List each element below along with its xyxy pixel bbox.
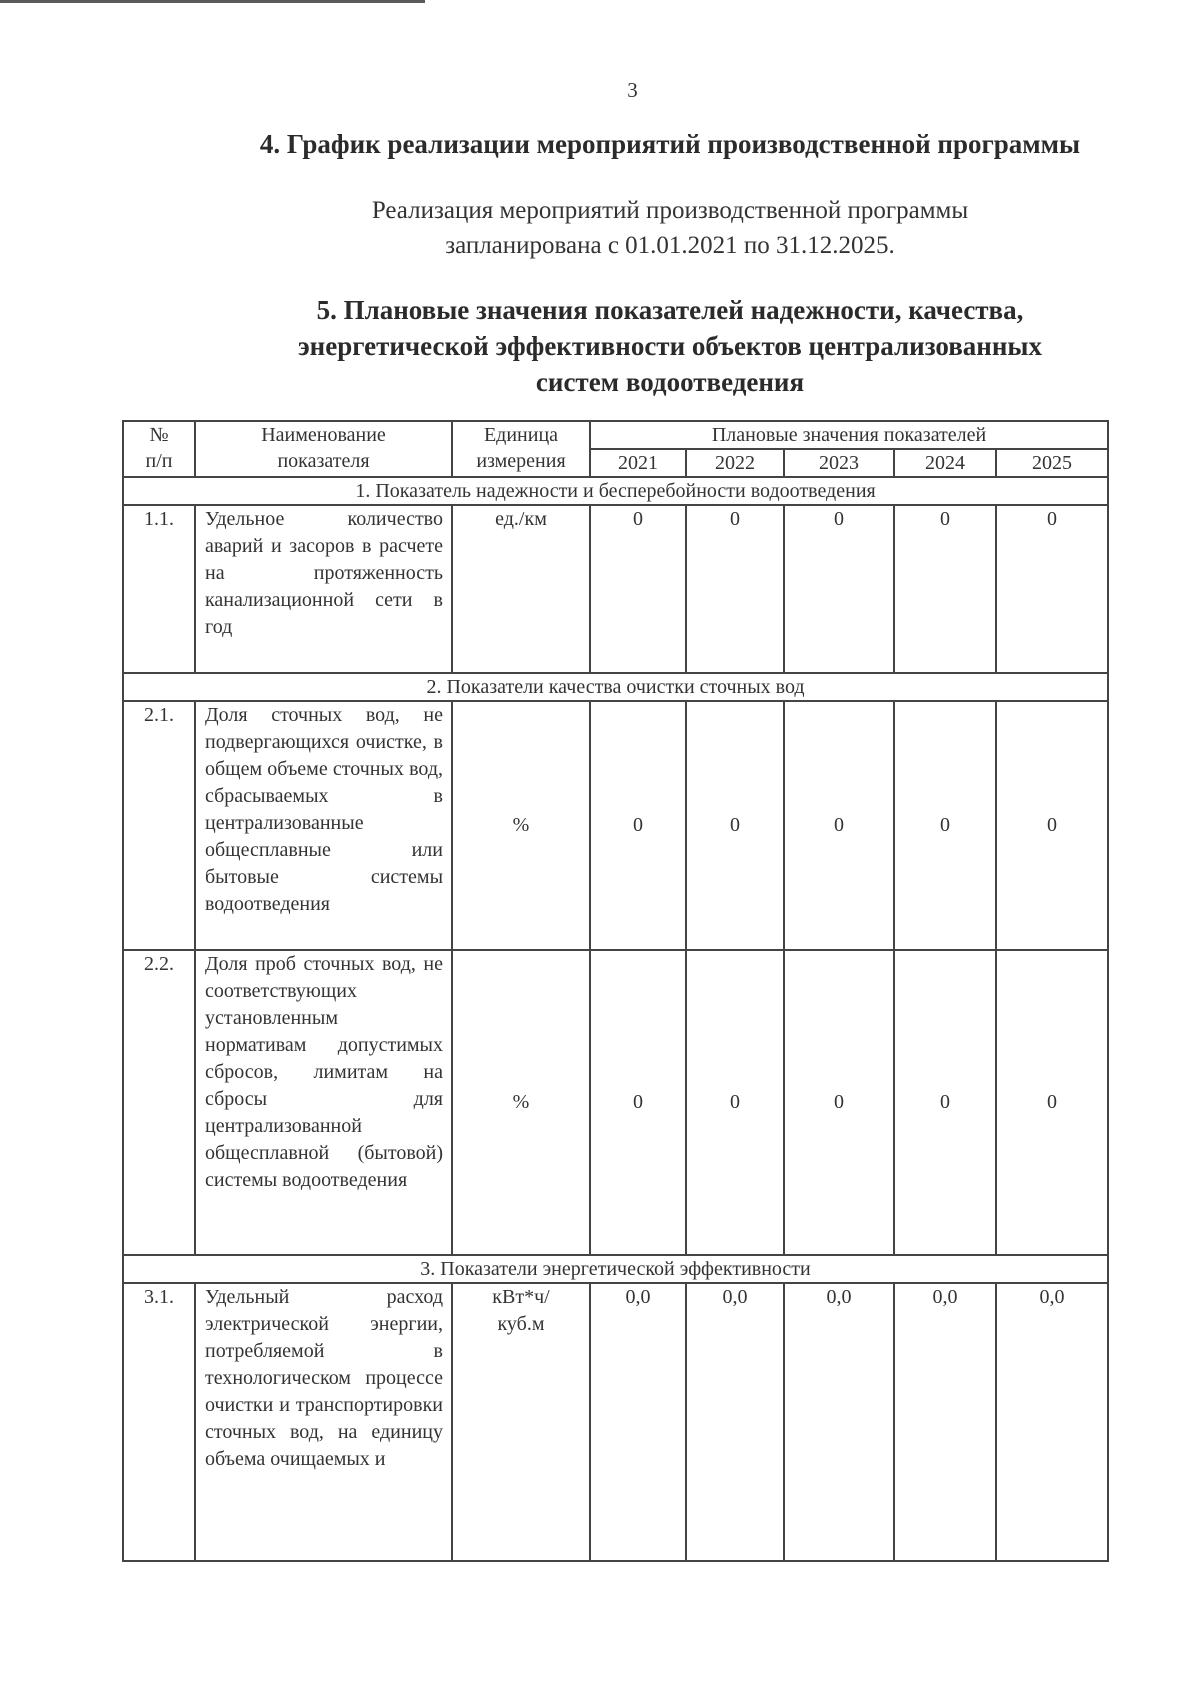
section-4-text <box>300 193 1040 263</box>
row-unit <box>452 505 590 673</box>
row-name: Доля сточных вод, не подвергающихся очистке, в общем объеме сточных вод, сбрасываемых в централизованные общесплавные или бытовые системы водоотведения <box>195 701 452 950</box>
row-value-2021: 0 <box>590 505 686 673</box>
table-row <box>123 505 1108 673</box>
header-year: 2022 <box>686 449 784 477</box>
table-row <box>123 701 1108 950</box>
header-year: 2025 <box>996 449 1108 477</box>
section-heading-row <box>123 673 1108 701</box>
row-value-2022: 0 <box>686 701 784 950</box>
row-unit-line-1: % <box>512 814 530 836</box>
row-value-2023: 0 <box>784 505 894 673</box>
header-planned-values: Плановые значения показателей <box>590 421 1108 449</box>
row-value-2025: 0 <box>996 950 1108 1255</box>
section-heading: 3. Показатели энергетической эффективности <box>123 1255 1108 1283</box>
row-value-2021: 0 <box>590 950 686 1255</box>
table-header-row-1 <box>123 421 1108 449</box>
section-heading-row <box>123 1255 1108 1283</box>
section-5-title-line-1: 5. Плановые значения показателей надежности, качества, <box>316 295 1024 325</box>
header-name <box>195 421 452 477</box>
scan-edge <box>0 0 425 3</box>
header-num <box>123 421 195 477</box>
row-unit <box>452 1283 590 1561</box>
row-unit <box>452 701 590 950</box>
row-unit <box>452 950 590 1255</box>
row-value-2025: 0 <box>996 505 1108 673</box>
row-value-2025: 0 <box>996 701 1108 950</box>
row-unit-line-1: ед./км <box>495 508 547 530</box>
header-name-line-2: показателя <box>277 450 370 472</box>
row-unit-line-2: куб.м <box>497 1313 545 1335</box>
row-unit-line-1: кВт*ч/ <box>492 1286 550 1308</box>
row-name: Удельный расход электрической энергии, потребляемой в технологическом процессе очистки и транспортировки сточных вод, на единицу объема очищаемых и <box>195 1283 452 1561</box>
indicators-table <box>122 420 1109 1562</box>
header-year: 2024 <box>894 449 996 477</box>
header-name-line-1: Наименование <box>261 424 386 446</box>
header-year: 2023 <box>784 449 894 477</box>
header-unit-line-2: измерения <box>476 450 566 472</box>
section-heading-row <box>123 477 1108 505</box>
row-value-2023: 0,0 <box>784 1283 894 1561</box>
row-value-2024: 0 <box>894 701 996 950</box>
page-number: 3 <box>627 78 638 102</box>
row-value-2022: 0 <box>686 950 784 1255</box>
section-5-title <box>240 292 1100 400</box>
row-value-2025: 0,0 <box>996 1283 1108 1561</box>
section-4-text-line-2: запланирована с 01.01.2021 по 31.12.2025. <box>445 232 895 259</box>
section-5-title-line-2: энергетической эффективности объектов централизованных <box>297 331 1042 361</box>
row-unit-line-1: % <box>512 1091 530 1113</box>
section-heading: 1. Показатель надежности и бесперебойности водоотведения <box>123 477 1108 505</box>
row-value-2024: 0 <box>894 950 996 1255</box>
row-value-2021: 0 <box>590 701 686 950</box>
row-number: 2.2. <box>123 950 195 1255</box>
row-value-2023: 0 <box>784 950 894 1255</box>
table-row <box>123 950 1108 1255</box>
row-value-2022: 0 <box>686 505 784 673</box>
header-num-line-2: п/п <box>145 450 173 472</box>
header-year: 2021 <box>590 449 686 477</box>
section-4-title: 4. График реализации мероприятий производственной программы <box>259 129 1081 159</box>
row-number: 3.1. <box>123 1283 195 1561</box>
section-heading: 2. Показатели качества очистки сточных вод <box>123 673 1108 701</box>
row-name: Доля проб сточных вод, не соответствующих установленным нормативам допустимых сбросов, лимитам на сбросы для централизованной общесплавной (бытовой) системы водоотведения <box>195 950 452 1255</box>
row-value-2021: 0,0 <box>590 1283 686 1561</box>
section-4-text-line-1: Реализация мероприятий производственной программы <box>371 197 969 224</box>
table-row <box>123 1283 1108 1561</box>
header-unit-line-1: Единица <box>483 424 559 446</box>
header-num-line-1: № <box>149 424 169 446</box>
row-number: 1.1. <box>123 505 195 673</box>
section-5-title-line-3: систем водоотведения <box>535 367 805 397</box>
row-number: 2.1. <box>123 701 195 950</box>
row-value-2023: 0 <box>784 701 894 950</box>
row-name: Удельное количество аварий и засоров в расчете на протяженность канализационной сети в год <box>195 505 452 673</box>
header-unit <box>452 421 590 477</box>
row-value-2022: 0,0 <box>686 1283 784 1561</box>
row-value-2024: 0 <box>894 505 996 673</box>
row-value-2024: 0,0 <box>894 1283 996 1561</box>
